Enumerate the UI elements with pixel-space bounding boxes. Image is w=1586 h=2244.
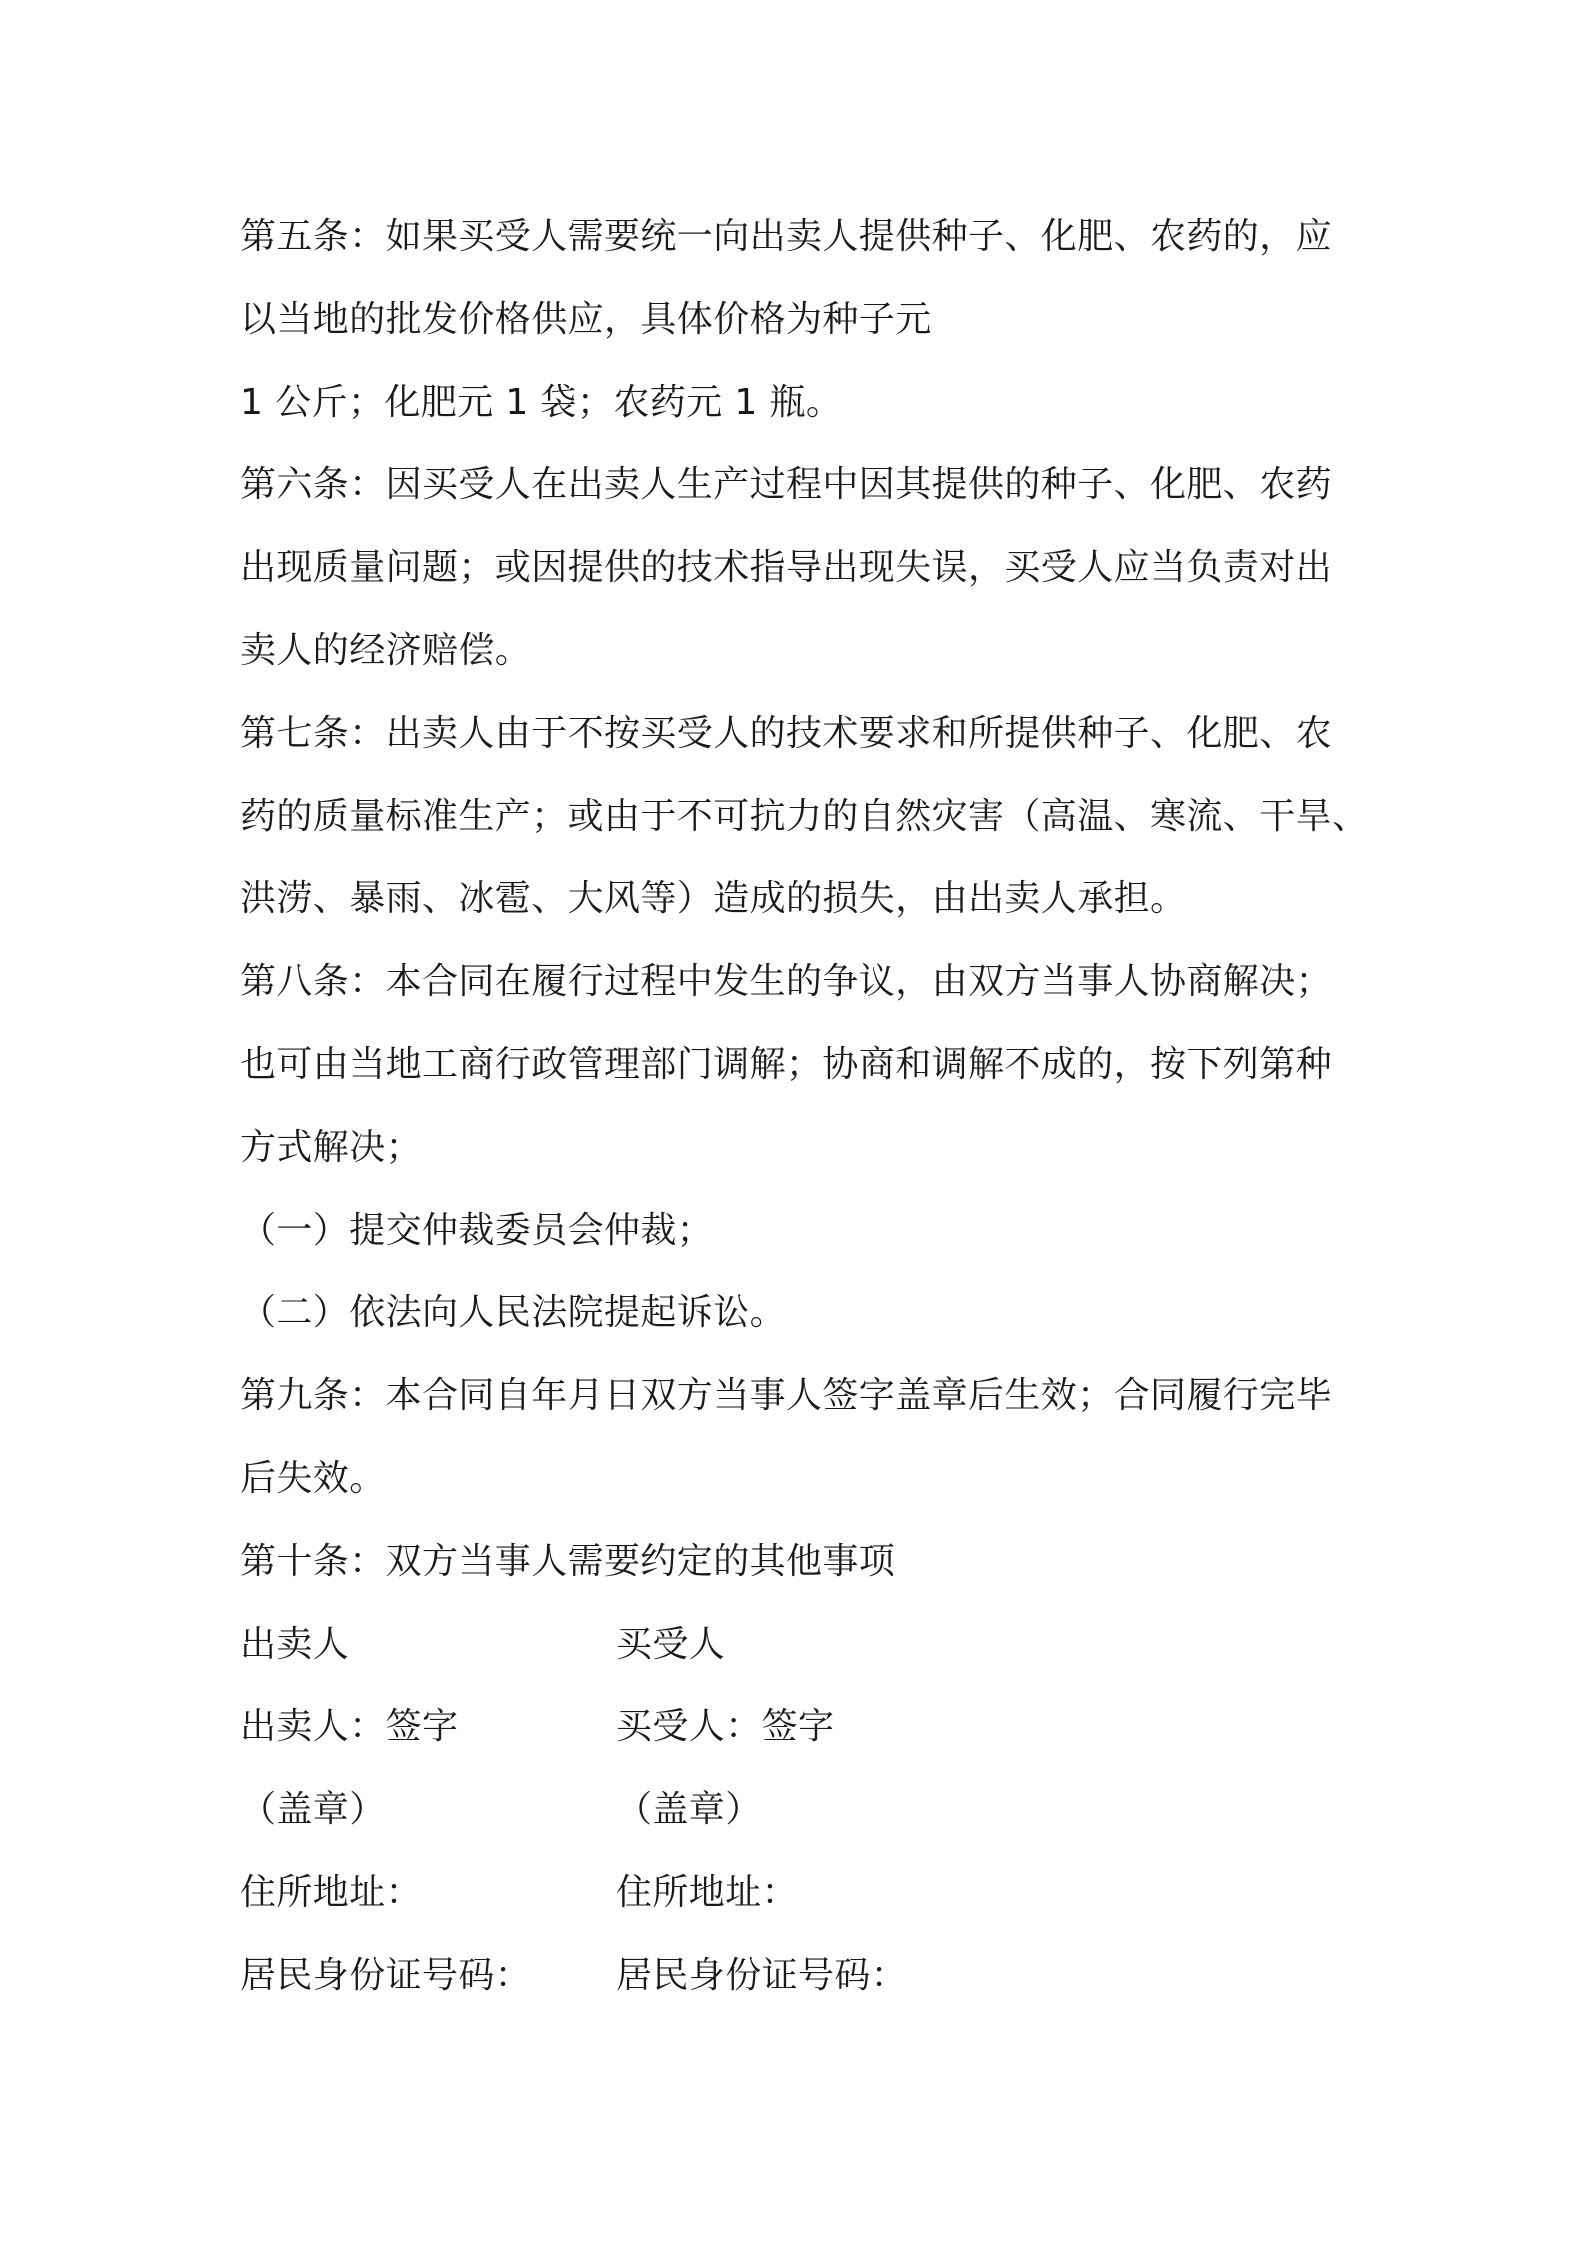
seller-heading: 出卖人	[240, 1623, 350, 1665]
clause-5-line-1: 第五条：如果买受人需要统一向出卖人提供种子、化肥、农药的，应	[240, 216, 1333, 257]
clause-5-line-3: 1 公斤；化肥元 1 袋；农药元 1 瓶。	[240, 381, 843, 423]
clause-7-line-3: 洪涝、暴雨、冰雹、大风等）造成的损失，由出卖人承担。	[240, 878, 1187, 920]
buyer-seal-label: （盖章）	[616, 1789, 762, 1831]
signature-seal-row	[240, 1769, 1360, 1852]
clause-8-option-2: （二）依法向人民法院提起诉讼。	[240, 1292, 787, 1334]
clause-7-line-2: 药的质量标准生产；或由于不可抗力的自然灾害（高温、寒流、干旱、	[240, 795, 1369, 837]
seller-sign-label: 出卖人：签字	[240, 1706, 459, 1748]
signature-heading-row	[240, 1604, 1360, 1687]
clause-8-line-3: 方式解决；	[240, 1126, 423, 1168]
buyer-id-label: 居民身份证号码：	[616, 1954, 908, 1996]
clause-8-line-2: 也可由当地工商行政管理部门调解；协商和调解不成的，按下列第种	[240, 1043, 1333, 1085]
signature-sign-row	[240, 1686, 1360, 1769]
clause-8-option-1: （一）提交仲裁委员会仲裁；	[240, 1209, 714, 1251]
buyer-address-label: 住所地址：	[616, 1871, 799, 1913]
seller-address-label: 住所地址：	[240, 1871, 423, 1913]
signature-address-row	[240, 1852, 1360, 1935]
clause-6-line-2: 出现质量问题；或因提供的技术指导出现失误，买受人应当负责对出	[240, 547, 1333, 589]
seller-seal-label: （盖章）	[240, 1789, 386, 1831]
clause-6-line-3: 卖人的经济赔偿。	[240, 629, 532, 671]
clause-10-line-1: 第十条：双方当事人需要约定的其他事项	[240, 1540, 896, 1582]
buyer-heading: 买受人	[616, 1623, 726, 1665]
contract-body	[240, 196, 1369, 2018]
clause-7-line-1: 第七条：出卖人由于不按买受人的技术要求和所提供种子、化肥、农	[240, 712, 1333, 754]
clause-9-line-1: 第九条：本合同自年月日双方当事人签字盖章后生效；合同履行完毕	[240, 1375, 1333, 1417]
clause-8-line-1: 第八条：本合同在履行过程中发生的争议，由双方当事人协商解决；	[240, 961, 1333, 1003]
clause-5-line-2: 以当地的批发价格供应，具体价格为种子元	[240, 298, 932, 340]
clause-9-line-2: 后失效。	[240, 1457, 386, 1499]
buyer-sign-label: 买受人：签字	[616, 1706, 835, 1748]
clause-6-line-1: 第六条：因买受人在出卖人生产过程中因其提供的种子、化肥、农药	[240, 464, 1333, 506]
seller-id-label: 居民身份证号码：	[240, 1954, 532, 1996]
signature-id-row	[240, 1935, 1360, 2018]
